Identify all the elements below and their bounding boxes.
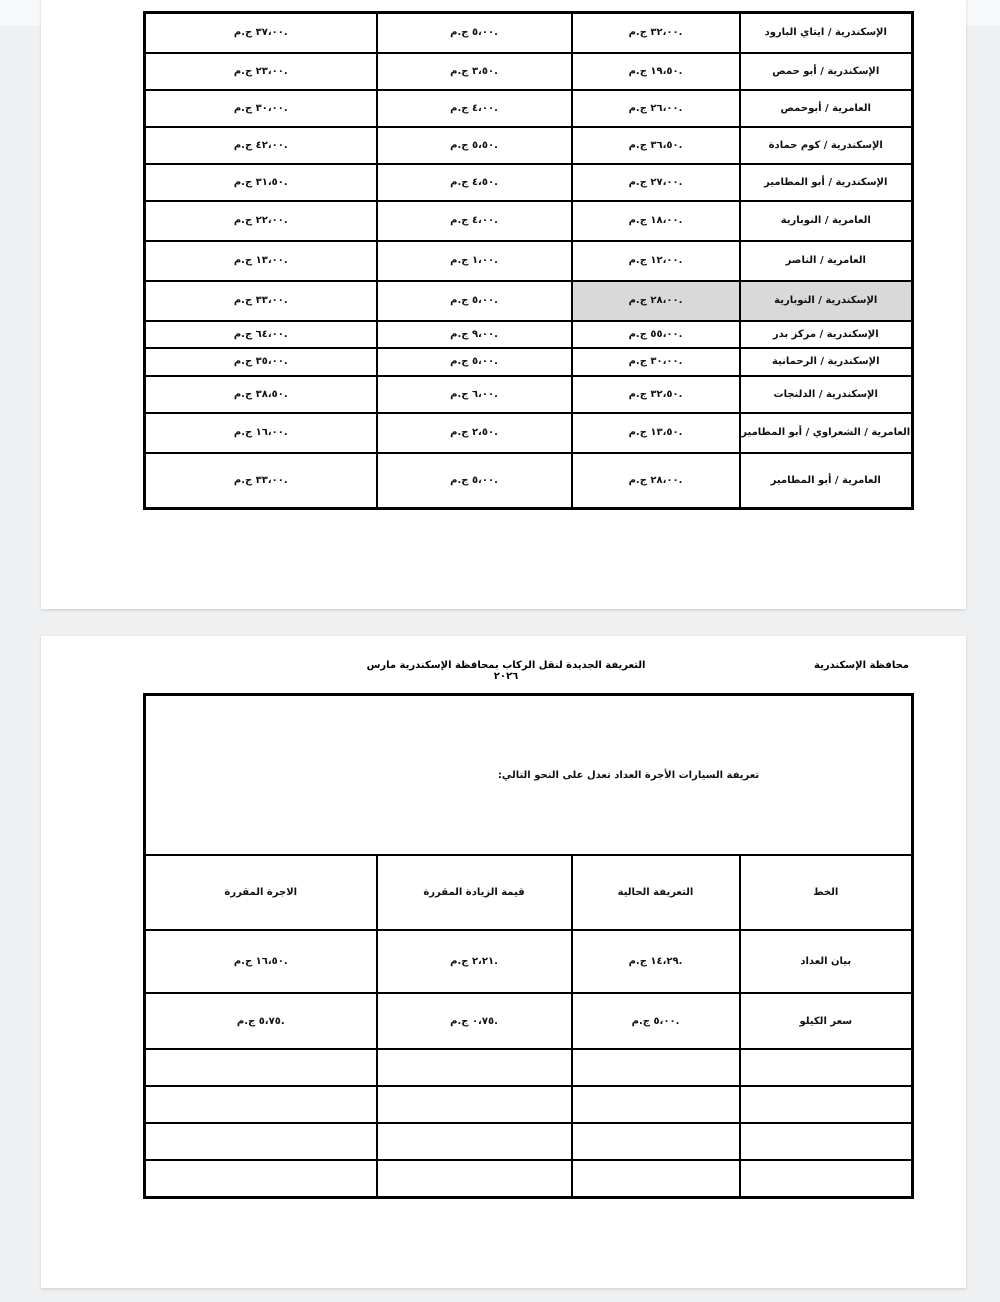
empty-row bbox=[145, 1123, 913, 1160]
header-increase: قيمة الزيادة المقررة bbox=[377, 855, 572, 930]
table-row bbox=[145, 13, 913, 53]
route-cell: العامرية / أبو المطامير bbox=[740, 453, 913, 509]
current-fare-cell: ٢٨،٠٠ ج.م. bbox=[572, 453, 740, 509]
document-page-2 bbox=[41, 636, 966, 1288]
route-cell: العامرية / النوبارية bbox=[740, 201, 913, 241]
new-fare-cell: ١٦،٠٠ ج.م. bbox=[145, 413, 377, 453]
increase-cell: ٥،٠٠ ج.م. bbox=[377, 281, 572, 321]
increase-cell: ٢،٥٠ ج.م. bbox=[377, 413, 572, 453]
table-row bbox=[145, 53, 913, 90]
new-fare-cell: ٣٨،٥٠ ج.م. bbox=[145, 376, 377, 413]
document-page-1 bbox=[41, 0, 966, 609]
header-current: التعريفة الحالية bbox=[572, 855, 740, 930]
current-fare-cell: ٢٦،٠٠ ج.م. bbox=[572, 90, 740, 127]
header-line: الخط bbox=[740, 855, 913, 930]
increase-cell: ٥،٠٠ ج.م. bbox=[377, 453, 572, 509]
new-fare-cell: ٣٥،٠٠ ج.م. bbox=[145, 348, 377, 376]
route-cell: الإسكندرية / الدلنجات bbox=[740, 376, 913, 413]
taxi-fare-table bbox=[143, 693, 914, 1199]
increase-cell: ٠،٧٥ ج.م. bbox=[377, 993, 572, 1049]
table-row bbox=[145, 127, 913, 164]
current-fare-cell: ٥٥،٠٠ ج.م. bbox=[572, 321, 740, 348]
current-fare-cell: ٥،٠٠ ج.م. bbox=[572, 993, 740, 1049]
notice-row bbox=[145, 695, 913, 856]
table-row bbox=[145, 453, 913, 509]
line-cell: بيان العداد bbox=[740, 930, 913, 993]
new-fare-cell: ٣٣،٠٠ ج.م. bbox=[145, 281, 377, 321]
table-row bbox=[145, 201, 913, 241]
route-cell: الإسكندرية / كوم حمادة bbox=[740, 127, 913, 164]
page-title: التعريفة الجديدة لنقل الركاب بمحافظة الإسكندرية مارس ٢٠٢٦ bbox=[366, 660, 646, 682]
new-fare-cell: ٣١،٥٠ ج.م. bbox=[145, 164, 377, 201]
increase-cell: ٢،٢١ ج.م. bbox=[377, 930, 572, 993]
new-fare-cell: ٣٣،٠٠ ج.م. bbox=[145, 453, 377, 509]
increase-cell: ١،٠٠ ج.م. bbox=[377, 241, 572, 281]
new-fare-cell: ١٦،٥٠ ج.م. bbox=[145, 930, 377, 993]
table-row bbox=[145, 241, 913, 281]
current-fare-cell: ٣٢،٥٠ ج.م. bbox=[572, 376, 740, 413]
route-cell: الإسكندرية / أبو المطامير bbox=[740, 164, 913, 201]
table-row bbox=[145, 164, 913, 201]
table-row bbox=[145, 348, 913, 376]
current-fare-cell: ٢٧،٠٠ ج.م. bbox=[572, 164, 740, 201]
taxi-notice: تعريفة السيارات الأجرة العداد تعدل على النحو التالي: bbox=[145, 695, 913, 856]
current-fare-cell: ٢٨،٠٠ ج.م. bbox=[572, 281, 740, 321]
route-cell: العامرية / الناصر bbox=[740, 241, 913, 281]
current-fare-cell: ١٩،٥٠ ج.م. bbox=[572, 53, 740, 90]
empty-row bbox=[145, 1160, 913, 1197]
current-fare-cell: ٣٠،٠٠ ج.م. bbox=[572, 348, 740, 376]
increase-cell: ٦،٠٠ ج.م. bbox=[377, 376, 572, 413]
empty-row bbox=[145, 1086, 913, 1123]
current-fare-cell: ١٣،٥٠ ج.م. bbox=[572, 413, 740, 453]
table-row bbox=[145, 281, 913, 321]
table-row bbox=[145, 993, 913, 1049]
increase-cell: ٤،٥٠ ج.م. bbox=[377, 164, 572, 201]
increase-cell: ٥،٠٠ ج.م. bbox=[377, 348, 572, 376]
route-cell: الإسكندرية / الرحمانية bbox=[740, 348, 913, 376]
new-fare-cell: ٣٧،٠٠ ج.م. bbox=[145, 13, 377, 53]
increase-cell: ٣،٥٠ ج.م. bbox=[377, 53, 572, 90]
increase-cell: ٩،٠٠ ج.م. bbox=[377, 321, 572, 348]
table-row bbox=[145, 321, 913, 348]
table-row bbox=[145, 90, 913, 127]
header-row bbox=[145, 855, 913, 930]
empty-row bbox=[145, 1049, 913, 1086]
route-cell: الإسكندرية / النوبارية bbox=[740, 281, 913, 321]
new-fare-cell: ١٣،٠٠ ج.م. bbox=[145, 241, 377, 281]
increase-cell: ٥،٥٠ ج.م. bbox=[377, 127, 572, 164]
new-fare-cell: ٢٢،٠٠ ج.م. bbox=[145, 201, 377, 241]
new-fare-cell: ٦٤،٠٠ ج.م. bbox=[145, 321, 377, 348]
current-fare-cell: ١٢،٠٠ ج.م. bbox=[572, 241, 740, 281]
new-fare-cell: ٢٣،٠٠ ج.م. bbox=[145, 53, 377, 90]
increase-cell: ٤،٠٠ ج.م. bbox=[377, 201, 572, 241]
new-fare-cell: ٣٠،٠٠ ج.م. bbox=[145, 90, 377, 127]
increase-cell: ٥،٠٠ ج.م. bbox=[377, 13, 572, 53]
governorate-label: محافظة الإسكندرية bbox=[814, 660, 909, 671]
table-row bbox=[145, 930, 913, 993]
current-fare-cell: ١٨،٠٠ ج.م. bbox=[572, 201, 740, 241]
fare-table bbox=[143, 11, 914, 510]
header-new-fare: الاجرة المقررة bbox=[145, 855, 377, 930]
line-cell: سعر الكيلو bbox=[740, 993, 913, 1049]
new-fare-cell: ٤٢،٠٠ ج.م. bbox=[145, 127, 377, 164]
current-fare-cell: ٣٦،٥٠ ج.م. bbox=[572, 127, 740, 164]
current-fare-cell: ١٤،٢٩ ج.م. bbox=[572, 930, 740, 993]
increase-cell: ٤،٠٠ ج.م. bbox=[377, 90, 572, 127]
route-cell: العامرية / الشعراوي / أبو المطامير bbox=[740, 413, 913, 453]
table-row bbox=[145, 376, 913, 413]
route-cell: الإسكندرية / ايتاي البارود bbox=[740, 13, 913, 53]
route-cell: الإسكندرية / أبو حمص bbox=[740, 53, 913, 90]
table-row bbox=[145, 413, 913, 453]
route-cell: العامرية / أبوحمص bbox=[740, 90, 913, 127]
new-fare-cell: ٥،٧٥ ج.م. bbox=[145, 993, 377, 1049]
current-fare-cell: ٣٢،٠٠ ج.م. bbox=[572, 13, 740, 53]
route-cell: الإسكندرية / مركز بدر bbox=[740, 321, 913, 348]
